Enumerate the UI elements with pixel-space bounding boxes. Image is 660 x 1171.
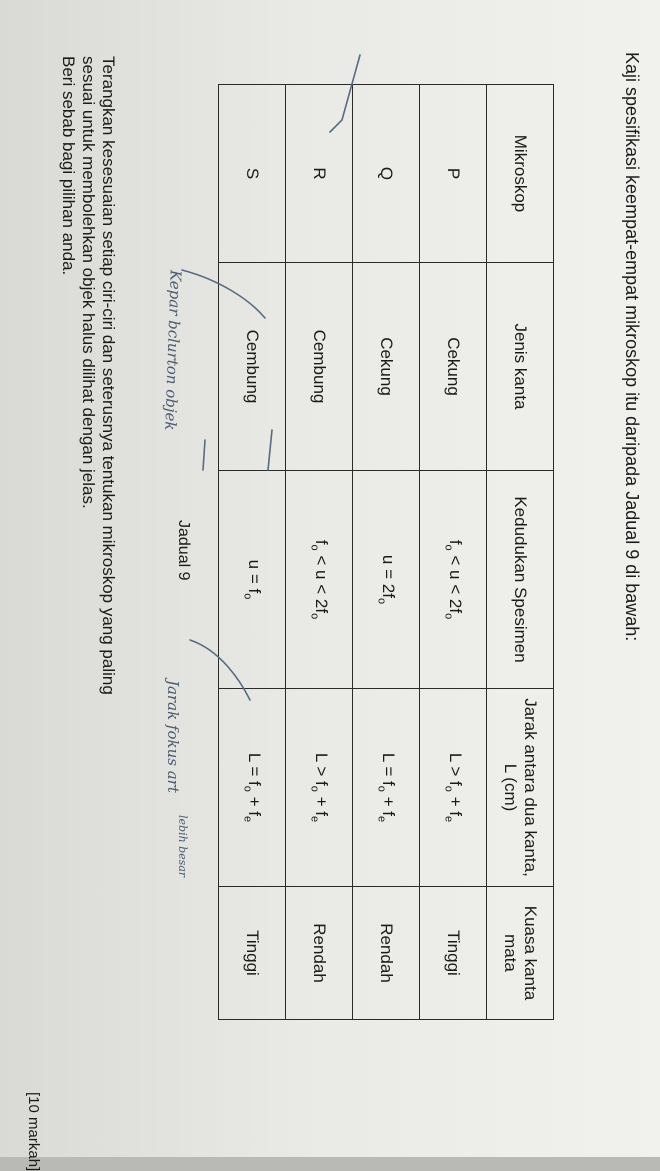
cell-jarak: $L = f_o + f_e$ (219, 689, 286, 887)
header-mikroskop: Mikroskop (487, 85, 554, 263)
cell-kuasa: Rendah (286, 887, 353, 1020)
cell-mikroskop: Q (353, 85, 420, 263)
header-jenis-kanta: Jenis kanta (487, 263, 554, 471)
cell-mikroskop: R (286, 85, 353, 263)
cell-jenis: Cembung (219, 263, 286, 471)
cell-kuasa: Rendah (353, 887, 420, 1020)
cell-jarak: $L > f_o + f_e$ (286, 689, 353, 887)
handwritten-note: Jarak fokus art (164, 680, 182, 793)
table-header-row (487, 85, 554, 1020)
cell-kedudukan: $f_o < u < 2f_o$ (420, 471, 487, 689)
header-kedudukan-spesimen: Kedudukan Spesimen (487, 471, 554, 689)
cell-mikroskop: S (219, 85, 286, 263)
cell-jenis: Cekung (420, 263, 487, 471)
cell-jarak: $L > f_o + f_e$ (420, 689, 487, 887)
cell-kuasa: Tinggi (420, 887, 487, 1020)
cell-kedudukan: $f_o < u < 2f_o$ (286, 471, 353, 689)
cell-jenis: Cekung (353, 263, 420, 471)
marks-label: [10 markah] (25, 1092, 42, 1171)
handwritten-note: lebih besar (176, 815, 189, 878)
cell-jarak: $L = f_o + f_e$ (353, 689, 420, 887)
cell-jenis: Cembung (286, 263, 353, 471)
table-caption: Jadual 9 (175, 520, 192, 581)
header-jarak-antara-kanta: Jarak antara dua kanta, L (cm) (487, 689, 554, 887)
table-row (286, 85, 353, 1020)
question-line-1: Terangkan kesesuaian setiap ciri-ciri dan seterusnya tentukan mikroskop yang paling (99, 56, 118, 695)
table-row (219, 85, 286, 1020)
handwritten-note: Kepar bclurton objek (161, 269, 185, 431)
header-kuasa-kanta-mata: Kuasa kanta mata (487, 887, 554, 1020)
pencil-dash (203, 440, 205, 470)
cell-kedudukan: $u = f_o$ (219, 471, 286, 689)
table-row (353, 85, 420, 1020)
question-line-3: Beri sebab bagi pilihan anda. (59, 56, 78, 276)
cell-kedudukan: $u = 2f_o$ (353, 471, 420, 689)
table-row (420, 85, 487, 1020)
intro-text: Kaji spesifikasi keempat-empat mikroskop itu daripada Jadual 9 di bawah: (622, 52, 642, 642)
microscope-spec-table (218, 84, 554, 1020)
cell-mikroskop: P (420, 85, 487, 263)
question-line-2: sesuai untuk membolehkan objek halus dilihat dengan jelas. (79, 56, 98, 509)
cell-kuasa: Tinggi (219, 887, 286, 1020)
